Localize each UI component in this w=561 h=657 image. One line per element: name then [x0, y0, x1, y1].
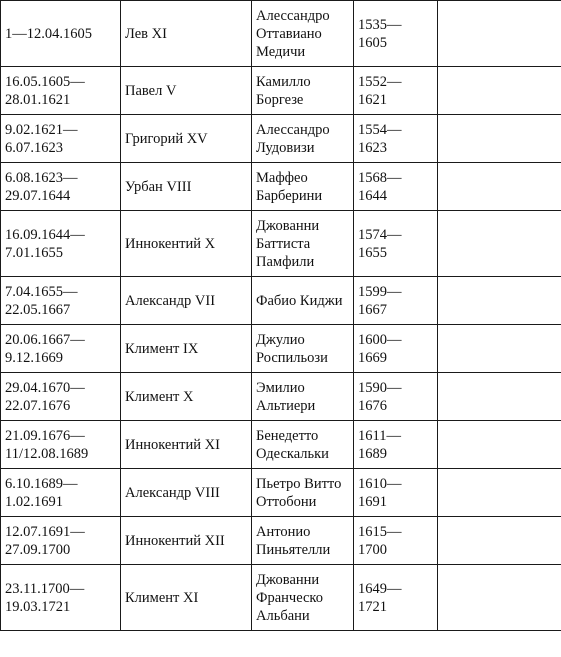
table-row — [1, 211, 561, 277]
pontificate-dates-cell: 1—12.04.1605 — [1, 1, 121, 67]
secular-name-cell: Алессандро Лудовизи — [252, 115, 354, 163]
pope-name-cell: Лев XI — [121, 1, 252, 67]
notes-cell — [438, 565, 561, 631]
secular-name-cell: Джулио Роспильози — [252, 325, 354, 373]
table-row — [1, 67, 561, 115]
pope-name-cell: Григорий XV — [121, 115, 252, 163]
life-years-cell: 1610— 1691 — [354, 469, 438, 517]
pontificate-dates-cell: 12.07.1691— 27.09.1700 — [1, 517, 121, 565]
secular-name-cell: Алессандро Оттавиано Медичи — [252, 1, 354, 67]
notes-cell — [438, 163, 561, 211]
life-years-cell: 1552— 1621 — [354, 67, 438, 115]
notes-cell — [438, 373, 561, 421]
notes-cell — [438, 277, 561, 325]
life-years-cell: 1568— 1644 — [354, 163, 438, 211]
notes-cell — [438, 67, 561, 115]
life-years-cell: 1599— 1667 — [354, 277, 438, 325]
table-row — [1, 115, 561, 163]
notes-cell — [438, 325, 561, 373]
pope-name-cell: Александр VIII — [121, 469, 252, 517]
secular-name-cell: Бенедетто Одескальки — [252, 421, 354, 469]
pope-name-cell: Иннокентий XII — [121, 517, 252, 565]
pontificate-dates-cell: 6.10.1689— 1.02.1691 — [1, 469, 121, 517]
life-years-cell: 1615— 1700 — [354, 517, 438, 565]
notes-cell — [438, 211, 561, 277]
table-row — [1, 373, 561, 421]
notes-cell — [438, 1, 561, 67]
notes-cell — [438, 469, 561, 517]
life-years-cell: 1649— 1721 — [354, 565, 438, 631]
pontificate-dates-cell: 29.04.1670— 22.07.1676 — [1, 373, 121, 421]
life-years-cell: 1600— 1669 — [354, 325, 438, 373]
pontificate-dates-cell: 23.11.1700— 19.03.1721 — [1, 565, 121, 631]
table-row — [1, 163, 561, 211]
life-years-cell: 1554— 1623 — [354, 115, 438, 163]
pope-name-cell: Климент IX — [121, 325, 252, 373]
pope-name-cell: Климент X — [121, 373, 252, 421]
pontificate-dates-cell: 21.09.1676— 11/12.08.1689 — [1, 421, 121, 469]
pope-name-cell: Александр VII — [121, 277, 252, 325]
pontificate-dates-cell: 16.09.1644— 7.01.1655 — [1, 211, 121, 277]
notes-cell — [438, 421, 561, 469]
notes-cell — [438, 517, 561, 565]
life-years-cell: 1574— 1655 — [354, 211, 438, 277]
secular-name-cell: Антонио Пиньятелли — [252, 517, 354, 565]
pontificate-dates-cell: 9.02.1621— 6.07.1623 — [1, 115, 121, 163]
table-row — [1, 517, 561, 565]
table-row — [1, 1, 561, 67]
pontificate-dates-cell: 20.06.1667— 9.12.1669 — [1, 325, 121, 373]
secular-name-cell: Пьетро Витто Оттобони — [252, 469, 354, 517]
pope-name-cell: Иннокентий XI — [121, 421, 252, 469]
table-row — [1, 469, 561, 517]
secular-name-cell: Маффео Барберини — [252, 163, 354, 211]
table-row — [1, 325, 561, 373]
secular-name-cell: Камилло Боргезе — [252, 67, 354, 115]
secular-name-cell: Джованни Франческо Альбани — [252, 565, 354, 631]
pontificate-dates-cell: 6.08.1623— 29.07.1644 — [1, 163, 121, 211]
secular-name-cell: Фабио Киджи — [252, 277, 354, 325]
secular-name-cell: Джованни Баттиста Памфили — [252, 211, 354, 277]
table-row — [1, 565, 561, 631]
pope-name-cell: Климент XI — [121, 565, 252, 631]
pontificate-dates-cell: 16.05.1605— 28.01.1621 — [1, 67, 121, 115]
table-row — [1, 421, 561, 469]
table-row — [1, 277, 561, 325]
secular-name-cell: Эмилио Альтиери — [252, 373, 354, 421]
life-years-cell: 1611— 1689 — [354, 421, 438, 469]
notes-cell — [438, 115, 561, 163]
life-years-cell: 1535— 1605 — [354, 1, 438, 67]
pope-name-cell: Урбан VIII — [121, 163, 252, 211]
pope-name-cell: Павел V — [121, 67, 252, 115]
pope-name-cell: Иннокентий X — [121, 211, 252, 277]
life-years-cell: 1590— 1676 — [354, 373, 438, 421]
pontificate-dates-cell: 7.04.1655— 22.05.1667 — [1, 277, 121, 325]
